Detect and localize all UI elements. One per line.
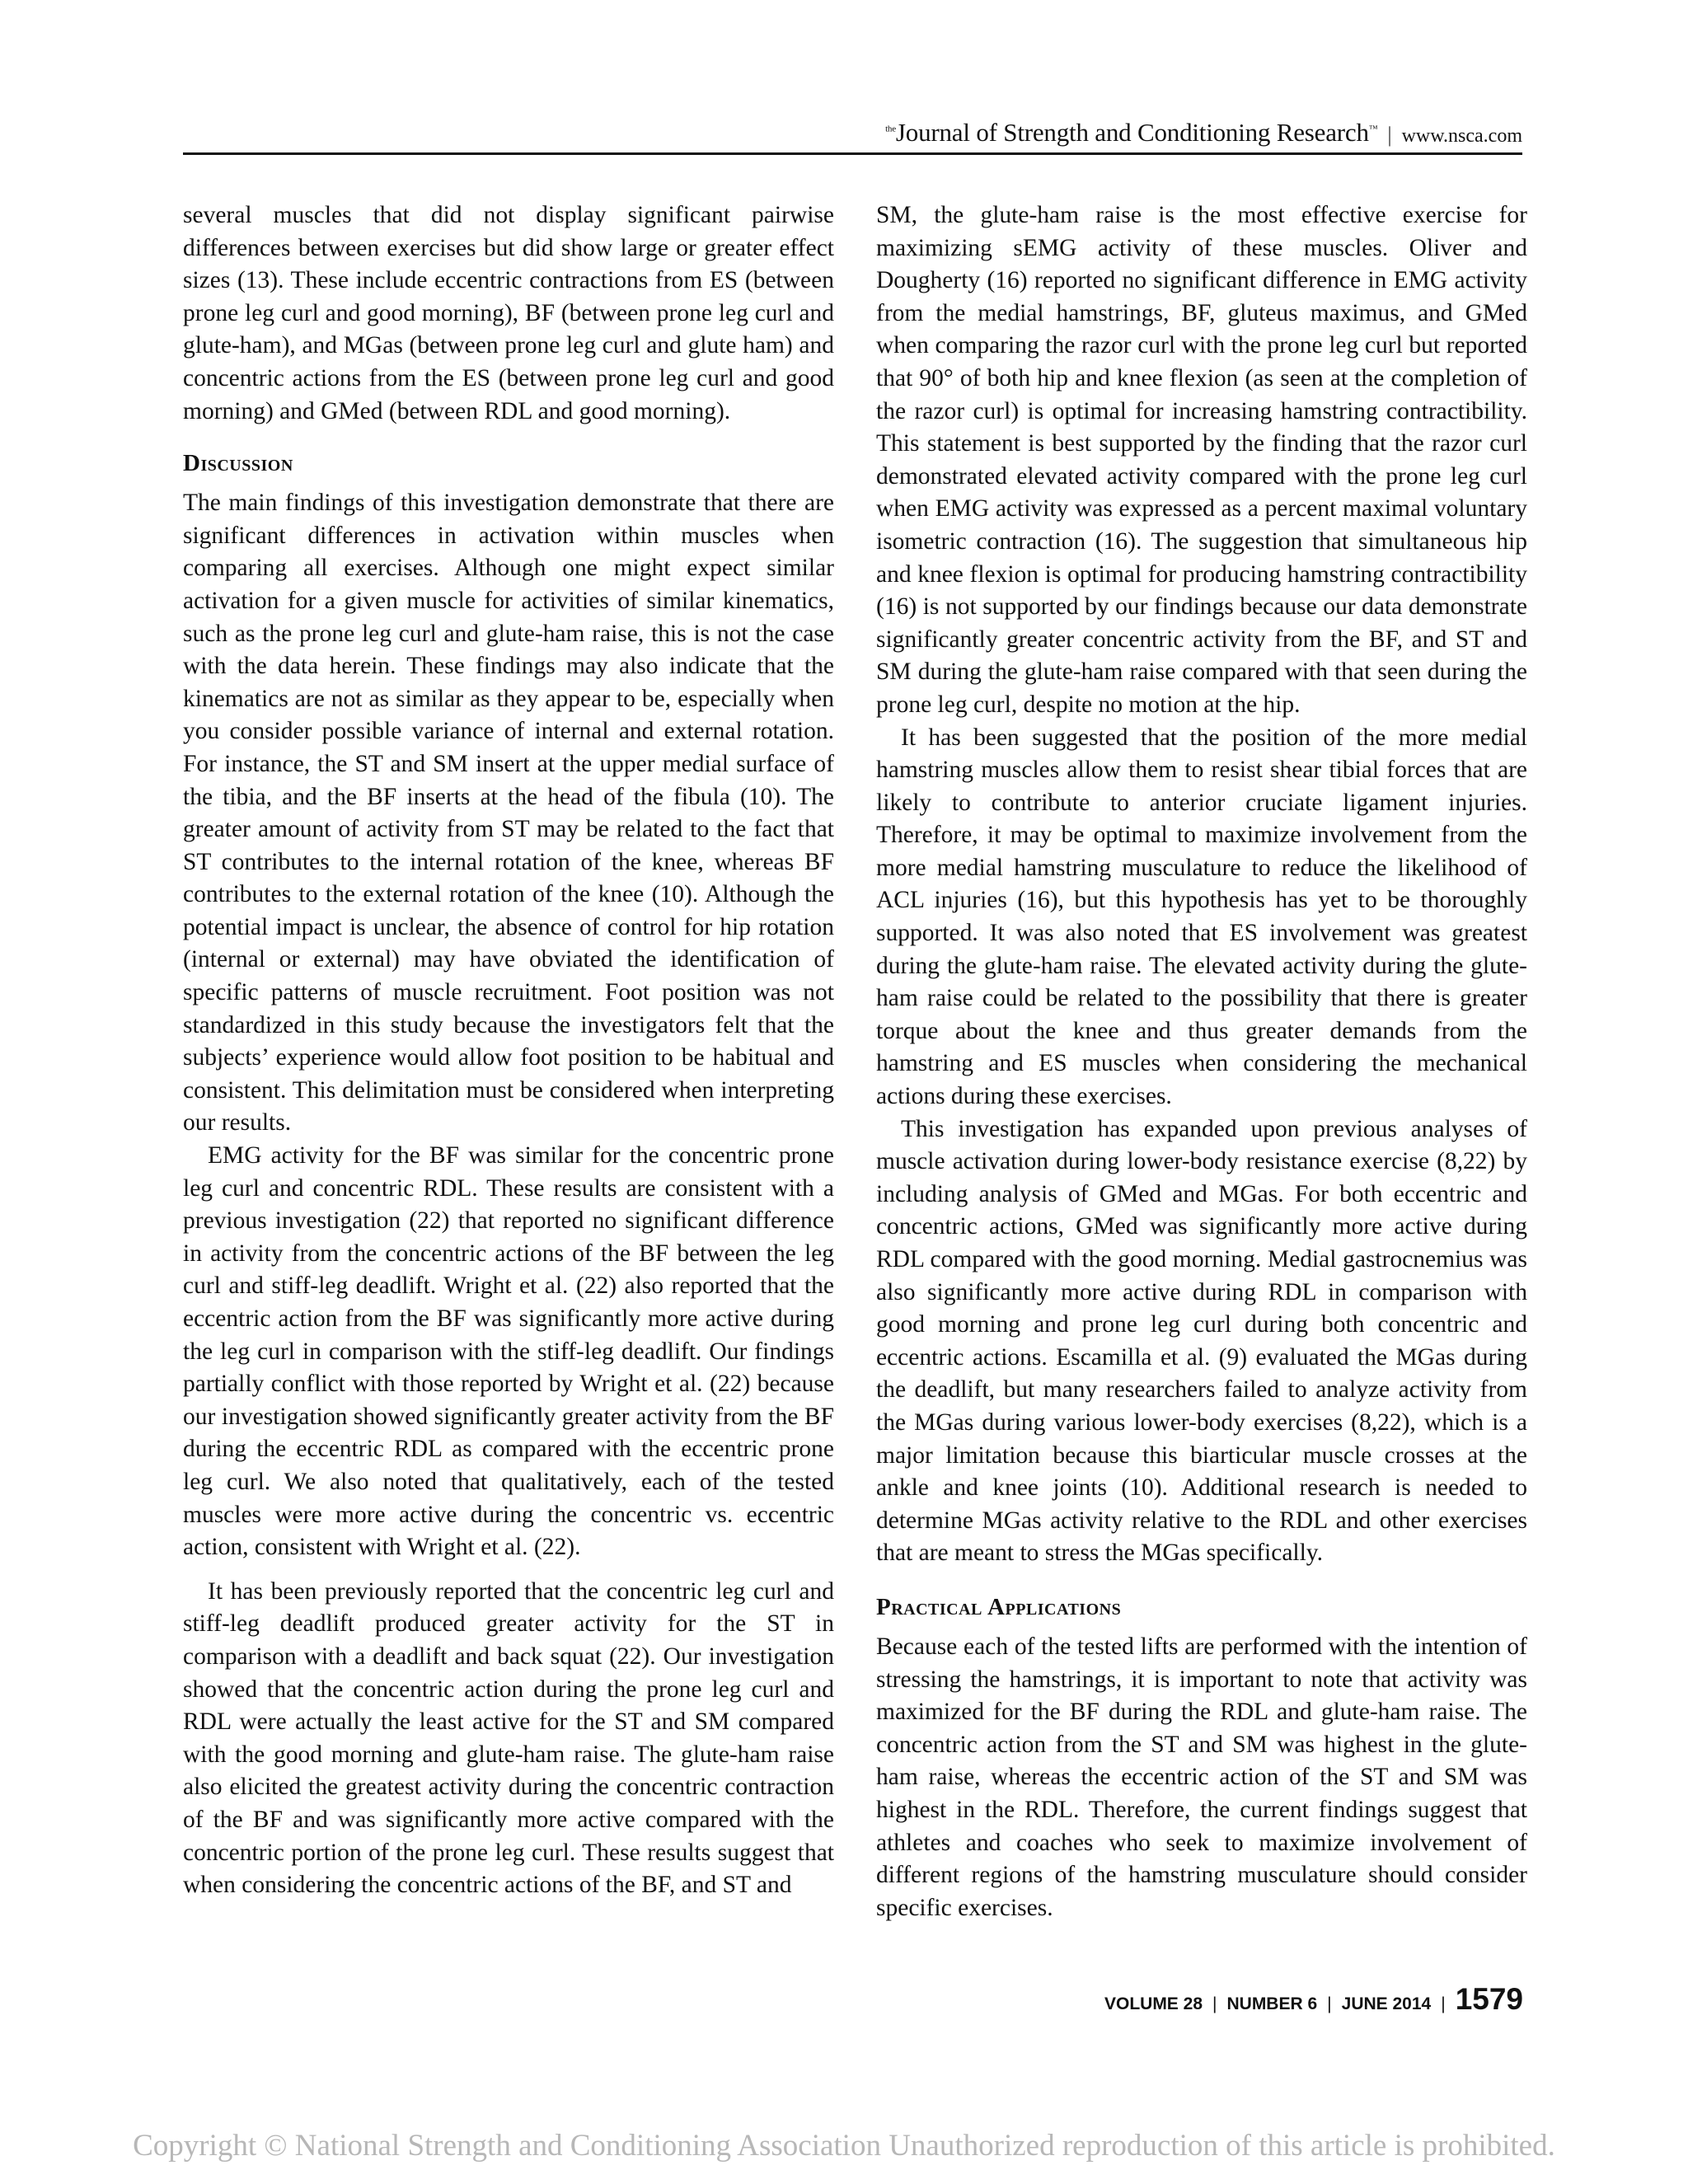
- right-column: [876, 199, 1527, 1924]
- issue-date-label: JUNE 2014: [1341, 1994, 1432, 2013]
- paragraph: It has been previously reported that the concentric leg curl and stiff-leg deadlift produced greater activity for the ST in comparison with a deadlift and back squat (22). Our investigation showed that the concentric action during the prone leg curl and RDL were actually the least active for the ST and SM compared with the good morning and glute-ham raise. The glute-ham raise also elicited the greatest activity during the concentric contraction of the BF and was significantly more active compared with the concentric portion of the prone leg curl. These results suggest that when considering the concentric actions of the BF, and ST and: [183, 1577, 834, 1899]
- journal-name-text: Journal of Strength and Conditioning Research: [895, 118, 1369, 147]
- journal-title: [885, 118, 1377, 148]
- practical-applications-heading: Practical Applications: [876, 1593, 1122, 1620]
- paragraph: Because each of the tested lifts are performed with the intention of stressing the hamstrings, it is important to note that activity was maximized for the BF during the RDL and glute-ham raise. The concentric action from the ST and SM was highest in the glute-ham raise, whereas the eccentric action of the ST and SM was highest in the RDL. Therefore, the current findings suggest that athletes and coaches who seek to maximize involvement of different regions of the hamstring musculature should consider specific exercises.: [876, 1633, 1527, 1921]
- paragraph: EMG activity for the BF was similar for the concentric prone leg curl and concentric RDL. These results are consistent with a previous investigation (22) that reported no significant difference in activity from the concentric actions of the BF between the leg curl and stiff-leg deadlift. Wright et al. (22) also reported that the eccentric action from the BF was significantly more active during the leg curl in comparison with the stiff-leg deadlift. Our findings partially conflict with those reported by Wright et al. (22) because our investigation showed significantly greater activity from the BF during the eccentric RDL as compared with the eccentric prone leg curl. We also noted that qualitatively, each of the tested muscles were more active during the concentric vs. eccentric action, consistent with Wright et al. (22).: [183, 1142, 834, 1561]
- issue-number-label: NUMBER 6: [1226, 1994, 1318, 2013]
- footer-separator: |: [1441, 1994, 1446, 2013]
- discussion-heading: Discussion: [183, 450, 293, 477]
- journal-prefix: the: [885, 124, 896, 134]
- page-number: 1579: [1455, 1982, 1523, 2016]
- paragraph: This investigation has expanded upon previous analyses of muscle activation during lower-body resistance exercise (8,22) by including analysis of GMed and MGas. For both eccentric and concentric actions, GMed was significantly more active during RDL compared with the good morning. Medial gastrocnemius was also significantly more active during RDL in comparison with good morning and prone leg curl during both concentric and eccentric actions. Escamilla et al. (9) evaluated the MGas during the deadlift, but many researchers failed to analyze activity from the MGas during various lower-body exercises (8,22), which is a major limitation because this biarticular muscle crosses at the ankle and knee joints (10). Additional research is needed to determine MGas activity relative to the RDL and other exercises that are meant to stress the MGas specifically.: [876, 1115, 1527, 1567]
- left-column: [183, 199, 834, 1902]
- paragraph: It has been suggested that the position of the more medial hamstring muscles allow them to resist shear tibial forces that are likely to contribute to anterior cruciate ligament injuries. Therefore, it may be optimal to maximize involvement from the more medial hamstring musculature to reduce the likelihood of ACL injuries (16), but this hypothesis has yet to be thoroughly supported. It was also noted that ES involvement was greatest during the glute-ham raise. The elevated activity during the glute-ham raise could be related to the possibility that there is greater torque about the knee and thus greater demands from the hamstring and ES muscles when considering the mechanical actions during these exercises.: [876, 724, 1527, 1110]
- footer-separator: |: [1212, 1994, 1217, 2013]
- trademark-mark: ™: [1368, 124, 1378, 134]
- paragraph: SM, the glute-ham raise is the most effective exercise for maximizing sEMG activity of these muscles. Oliver and Dougherty (16) reported no significant difference in EMG activity from the medial hamstrings, BF, gluteus maximus, and GMed when comparing the razor curl with the prone leg curl but reported that 90° of both hip and knee flexion (as seen at the completion of the razor curl) is optimal for increasing hamstring contractibility. This statement is best supported by the finding that the razor curl demonstrated elevated activity compared with the prone leg curl when EMG activity was expressed as a percent maximal voluntary isometric contraction (16). The suggestion that simultaneous hip and knee flexion is optimal for producing hamstring contractibility (16) is not supported by our findings because our data demonstrate significantly greater concentric activity from the BF, and ST and SM during the glute-ham raise compared with that seen during the prone leg curl, despite no motion at the hip.: [876, 202, 1527, 718]
- footer-separator: |: [1327, 1994, 1332, 2013]
- journal-header: [183, 114, 1522, 155]
- header-separator: |: [1387, 123, 1392, 147]
- paragraph: The main findings of this investigation demonstrate that there are significant differences in activation within muscles when comparing all exercises. Although one might expect similar activation for a given muscle for activities of similar kinematics, such as the prone leg curl and glute-ham raise, this is not the case with the data herein. These findings may also indicate that the kinematics are not as similar as they appear to be, especially when you consider possible variance of internal and external rotation. For instance, the ST and SM insert at the upper medial surface of the tibia, and the BF inserts at the head of the fibula (10). The greater amount of activity from ST may be related to the fact that ST contributes to the internal rotation of the knee, whereas BF contributes to the external rotation of the knee (10). Although the potential impact is unclear, the absence of control for hip rotation (internal or external) may have obviated the identification of specific patterns of muscle recruitment. Foot position was not standardized in this study because the investigators felt that the subjects’ experience would allow foot position to be habitual and consistent. This delimitation must be considered when interpreting our results.: [183, 490, 834, 1137]
- copyright-notice: Copyright © National Strength and Conditioning Association Unauthorized reproduction of this article is prohibited.: [133, 2129, 1555, 2163]
- volume-label: VOLUME 28: [1104, 1994, 1203, 2013]
- page-footer: [1104, 1982, 1523, 2017]
- paragraph: several muscles that did not display significant pairwise differences between exercises but did show large or greater effect sizes (13). These include eccentric contractions from ES (between prone leg curl and good morning), BF (between prone leg curl and glute-ham), and MGas (between prone leg curl and glute ham) and concentric actions from the ES (between prone leg curl and good morning) and GMed (between RDL and good morning).: [183, 202, 834, 424]
- journal-url[interactable]: www.nsca.com: [1401, 125, 1522, 147]
